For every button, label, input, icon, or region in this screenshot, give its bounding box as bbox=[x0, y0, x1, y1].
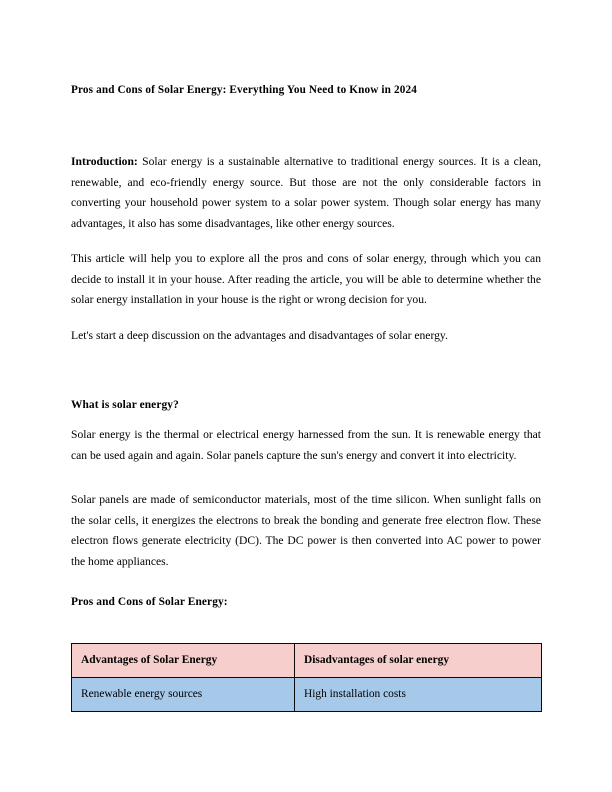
table-header-row bbox=[72, 644, 542, 678]
pros-cons-table bbox=[71, 643, 542, 712]
section-heading-what-is-solar-energy: What is solar energy? bbox=[71, 399, 179, 411]
section-heading-pros-and-cons: Pros and Cons of Solar Energy: bbox=[71, 596, 228, 608]
introduction-body: Solar energy is a sustainable alternative to traditional energy sources. It is a clean, renewable, and eco-friendly energy source. But those are not the only considerable factors in converting your household power system to a solar power system. Though solar energy has many advantages, it also has some disadvantages, like other energy sources. bbox=[71, 155, 541, 230]
table-cell-disadvantage-1: High installation costs bbox=[295, 678, 542, 712]
table-header-advantages: Advantages of Solar Energy bbox=[72, 644, 295, 678]
paragraph-article-overview: This article will help you to explore all the pros and cons of solar energy, through which you can decide to install it in your house. After reading the article, you will be able to determine whether the solar energy installation in your house is the right or wrong decision for you. bbox=[71, 252, 541, 307]
table-header-disadvantages: Disadvantages of solar energy bbox=[295, 644, 542, 678]
paragraph-introduction bbox=[71, 152, 541, 234]
paragraph-lets-start: Let's start a deep discussion on the advantages and disadvantages of solar energy. bbox=[71, 329, 448, 342]
introduction-label: Introduction: bbox=[71, 155, 138, 168]
page-title: Pros and Cons of Solar Energy: Everything You Need to Know in 2024 bbox=[71, 84, 417, 96]
table-row bbox=[72, 678, 542, 712]
table-cell-advantage-1: Renewable energy sources bbox=[72, 678, 295, 712]
paragraph-solar-definition: Solar energy is the thermal or electrical energy harnessed from the sun. It is renewable energy that can be used again and again. Solar panels capture the sun's energy and convert it into electricity. bbox=[71, 428, 541, 462]
paragraph-solar-panels: Solar panels are made of semiconductor materials, most of the time silicon. When sunlight falls on the solar cells, it energizes the electrons to break the bonding and generate free electron flow. These electron flows generate electricity (DC). The DC power is then converted into AC power to power the home appliances. bbox=[71, 493, 541, 568]
